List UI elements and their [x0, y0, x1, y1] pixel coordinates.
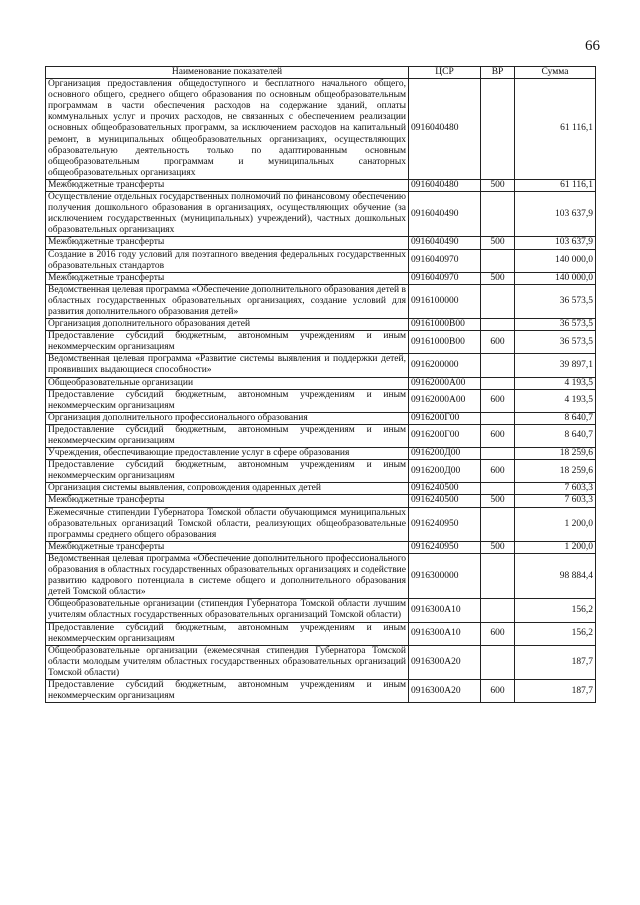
row-sum: 1 200,0	[515, 507, 596, 541]
row-vr	[481, 412, 515, 424]
row-name: Ведомственная целевая программа «Обеспечение дополнительного образования детей в областных государственных образовательных организациях, создание условий для развития дополнительного образования детей»	[46, 284, 409, 318]
table-row	[46, 249, 596, 272]
table-body	[46, 79, 596, 703]
table-row	[46, 507, 596, 541]
row-csr: 0916240950	[409, 541, 481, 553]
row-vr	[481, 448, 515, 460]
row-csr: 0916300000	[409, 553, 481, 598]
row-csr: 0916040970	[409, 272, 481, 284]
table-row	[46, 448, 596, 460]
table-row	[46, 179, 596, 191]
row-sum: 4 193,5	[515, 389, 596, 412]
row-sum: 18 259,6	[515, 448, 596, 460]
row-name: Организация предоставления общедоступного и бесплатного начального общего, основного общего, среднего общего образования по основным общеобразовательным программам в части обеспечения расходов на содержание зданий, оплаты коммунальных услуг и прочих расходов, не связанных с обеспечением реализации основных общеобразовательных программ, за исключением расходов на капитальный ремонт, в муниципальных общеобразовательных организациях, осуществляющих образовательную деятельность только по адаптированным основным общеобразовательным программам и муниципальных санаторных общеобразовательных организациях	[46, 79, 409, 180]
row-name: Осуществление отдельных государственных полномочий по финансовому обеспечению получения дошкольного образования в организациях, осуществляющих обучение (за исключением государственных (муниципальных) учреждений), частных дошкольных образовательных организациях	[46, 192, 409, 237]
row-csr: 0916300А10	[409, 599, 481, 622]
row-name: Межбюджетные трансферты	[46, 179, 409, 191]
row-sum: 156,2	[515, 599, 596, 622]
table-row	[46, 284, 596, 318]
row-sum: 7 603,3	[515, 483, 596, 495]
row-sum: 103 637,9	[515, 192, 596, 237]
table-row	[46, 622, 596, 645]
row-csr: 0916200000	[409, 354, 481, 377]
row-vr	[481, 553, 515, 598]
table-row	[46, 553, 596, 598]
row-sum: 98 884,4	[515, 553, 596, 598]
row-vr	[481, 377, 515, 389]
table-row	[46, 495, 596, 507]
row-csr: 09162000А00	[409, 389, 481, 412]
row-name: Предоставление субсидий бюджетным, автономным учреждениям и иным некоммерческим организациям	[46, 460, 409, 483]
row-name: Общеобразовательные организации (ежемесячная стипендия Губернатора Томской области молодым учителям областных государственных образовательных организаций Томской области)	[46, 645, 409, 679]
row-vr	[481, 645, 515, 679]
row-sum: 61 116,1	[515, 179, 596, 191]
header-sum: Сумма	[515, 67, 596, 79]
table-row	[46, 541, 596, 553]
row-vr	[481, 192, 515, 237]
row-name: Ведомственная целевая программа «Обеспечение дополнительного профессионального образования в областных государственных образовательных организациях и содействие развитию кадрового потенциала в системе общего и дополнительного образования детей Томской области»	[46, 553, 409, 598]
row-sum: 187,7	[515, 679, 596, 702]
table-row	[46, 483, 596, 495]
row-sum: 156,2	[515, 622, 596, 645]
row-csr: 0916200Г00	[409, 424, 481, 447]
table-row	[46, 354, 596, 377]
row-sum: 1 200,0	[515, 541, 596, 553]
header-csr: ЦСР	[409, 67, 481, 79]
row-name: Межбюджетные трансферты	[46, 272, 409, 284]
row-sum: 140 000,0	[515, 272, 596, 284]
row-vr: 600	[481, 622, 515, 645]
row-name: Предоставление субсидий бюджетным, автономным учреждениям и иным некоммерческим организациям	[46, 679, 409, 702]
table-row	[46, 377, 596, 389]
table-row	[46, 424, 596, 447]
row-vr: 600	[481, 679, 515, 702]
table-row	[46, 192, 596, 237]
table-row	[46, 237, 596, 249]
row-vr	[481, 354, 515, 377]
row-name: Общеобразовательные организации (стипендия Губернатора Томской области лучшим учителям областных государственных образовательных организаций Томской области)	[46, 599, 409, 622]
row-sum: 187,7	[515, 645, 596, 679]
row-csr: 09161000В00	[409, 319, 481, 331]
table-row	[46, 412, 596, 424]
row-csr: 0916040490	[409, 237, 481, 249]
row-vr: 600	[481, 460, 515, 483]
row-vr: 500	[481, 272, 515, 284]
row-csr: 0916240500	[409, 495, 481, 507]
table-row	[46, 599, 596, 622]
row-sum: 36 573,5	[515, 331, 596, 354]
table-row	[46, 679, 596, 702]
row-name: Общеобразовательные организации	[46, 377, 409, 389]
table-row	[46, 331, 596, 354]
row-sum: 103 637,9	[515, 237, 596, 249]
row-csr: 09162000А00	[409, 377, 481, 389]
row-csr: 0916300А20	[409, 679, 481, 702]
table-row	[46, 79, 596, 180]
row-vr: 500	[481, 237, 515, 249]
row-sum: 36 573,5	[515, 284, 596, 318]
row-sum: 39 897,1	[515, 354, 596, 377]
row-name: Ежемесячные стипендии Губернатора Томской области обучающимся муниципальных образовательных организаций Томской области, реализующих общеобразовательные программы среднего общего образования	[46, 507, 409, 541]
row-name: Учреждения, обеспечивающие предоставление услуг в сфере образования	[46, 448, 409, 460]
row-name: Предоставление субсидий бюджетным, автономным учреждениям и иным некоммерческим организациям	[46, 622, 409, 645]
page-number: 66	[585, 38, 600, 54]
row-name: Организация системы выявления, сопровождения одаренных детей	[46, 483, 409, 495]
row-sum: 8 640,7	[515, 424, 596, 447]
budget-table	[45, 66, 596, 703]
row-sum: 8 640,7	[515, 412, 596, 424]
row-csr: 0916040480	[409, 179, 481, 191]
row-name: Предоставление субсидий бюджетным, автономным учреждениям и иным некоммерческим организациям	[46, 331, 409, 354]
row-csr: 09161000В00	[409, 331, 481, 354]
row-csr: 0916040480	[409, 79, 481, 180]
row-csr: 0916040970	[409, 249, 481, 272]
row-vr: 600	[481, 389, 515, 412]
row-sum: 7 603,3	[515, 495, 596, 507]
row-csr: 0916300А20	[409, 645, 481, 679]
table-row	[46, 319, 596, 331]
row-vr: 600	[481, 331, 515, 354]
row-csr: 0916200Г00	[409, 412, 481, 424]
row-csr: 0916100000	[409, 284, 481, 318]
row-sum: 61 116,1	[515, 79, 596, 180]
row-vr	[481, 79, 515, 180]
row-name: Организация дополнительного профессионального образования	[46, 412, 409, 424]
row-name: Ведомственная целевая программа «Развитие системы выявления и поддержки детей, проявивших выдающиеся способности»	[46, 354, 409, 377]
row-sum: 140 000,0	[515, 249, 596, 272]
row-csr: 0916240500	[409, 483, 481, 495]
row-csr: 0916300А10	[409, 622, 481, 645]
row-sum: 36 573,5	[515, 319, 596, 331]
row-csr: 0916200Д00	[409, 460, 481, 483]
header-name: Наименование показателей	[46, 67, 409, 79]
row-name: Организация дополнительного образования детей	[46, 319, 409, 331]
row-sum: 4 193,5	[515, 377, 596, 389]
row-vr	[481, 483, 515, 495]
row-vr	[481, 249, 515, 272]
row-vr	[481, 599, 515, 622]
row-vr: 500	[481, 541, 515, 553]
row-vr: 500	[481, 495, 515, 507]
table-row	[46, 460, 596, 483]
row-vr	[481, 319, 515, 331]
table-header-row	[46, 67, 596, 79]
row-vr: 600	[481, 424, 515, 447]
row-csr: 0916240950	[409, 507, 481, 541]
header-vr: ВР	[481, 67, 515, 79]
row-vr: 500	[481, 179, 515, 191]
table-row	[46, 645, 596, 679]
row-name: Создание в 2016 году условий для поэтапного введения федеральных государственных образовательных стандартов	[46, 249, 409, 272]
row-csr: 0916200Д00	[409, 448, 481, 460]
row-name: Предоставление субсидий бюджетным, автономным учреждениям и иным некоммерческим организациям	[46, 389, 409, 412]
row-name: Межбюджетные трансферты	[46, 495, 409, 507]
row-name: Межбюджетные трансферты	[46, 541, 409, 553]
row-name: Предоставление субсидий бюджетным, автономным учреждениям и иным некоммерческим организациям	[46, 424, 409, 447]
table-row	[46, 272, 596, 284]
row-sum: 18 259,6	[515, 460, 596, 483]
row-vr	[481, 507, 515, 541]
table-row	[46, 389, 596, 412]
row-vr	[481, 284, 515, 318]
row-csr: 0916040490	[409, 192, 481, 237]
row-name: Межбюджетные трансферты	[46, 237, 409, 249]
